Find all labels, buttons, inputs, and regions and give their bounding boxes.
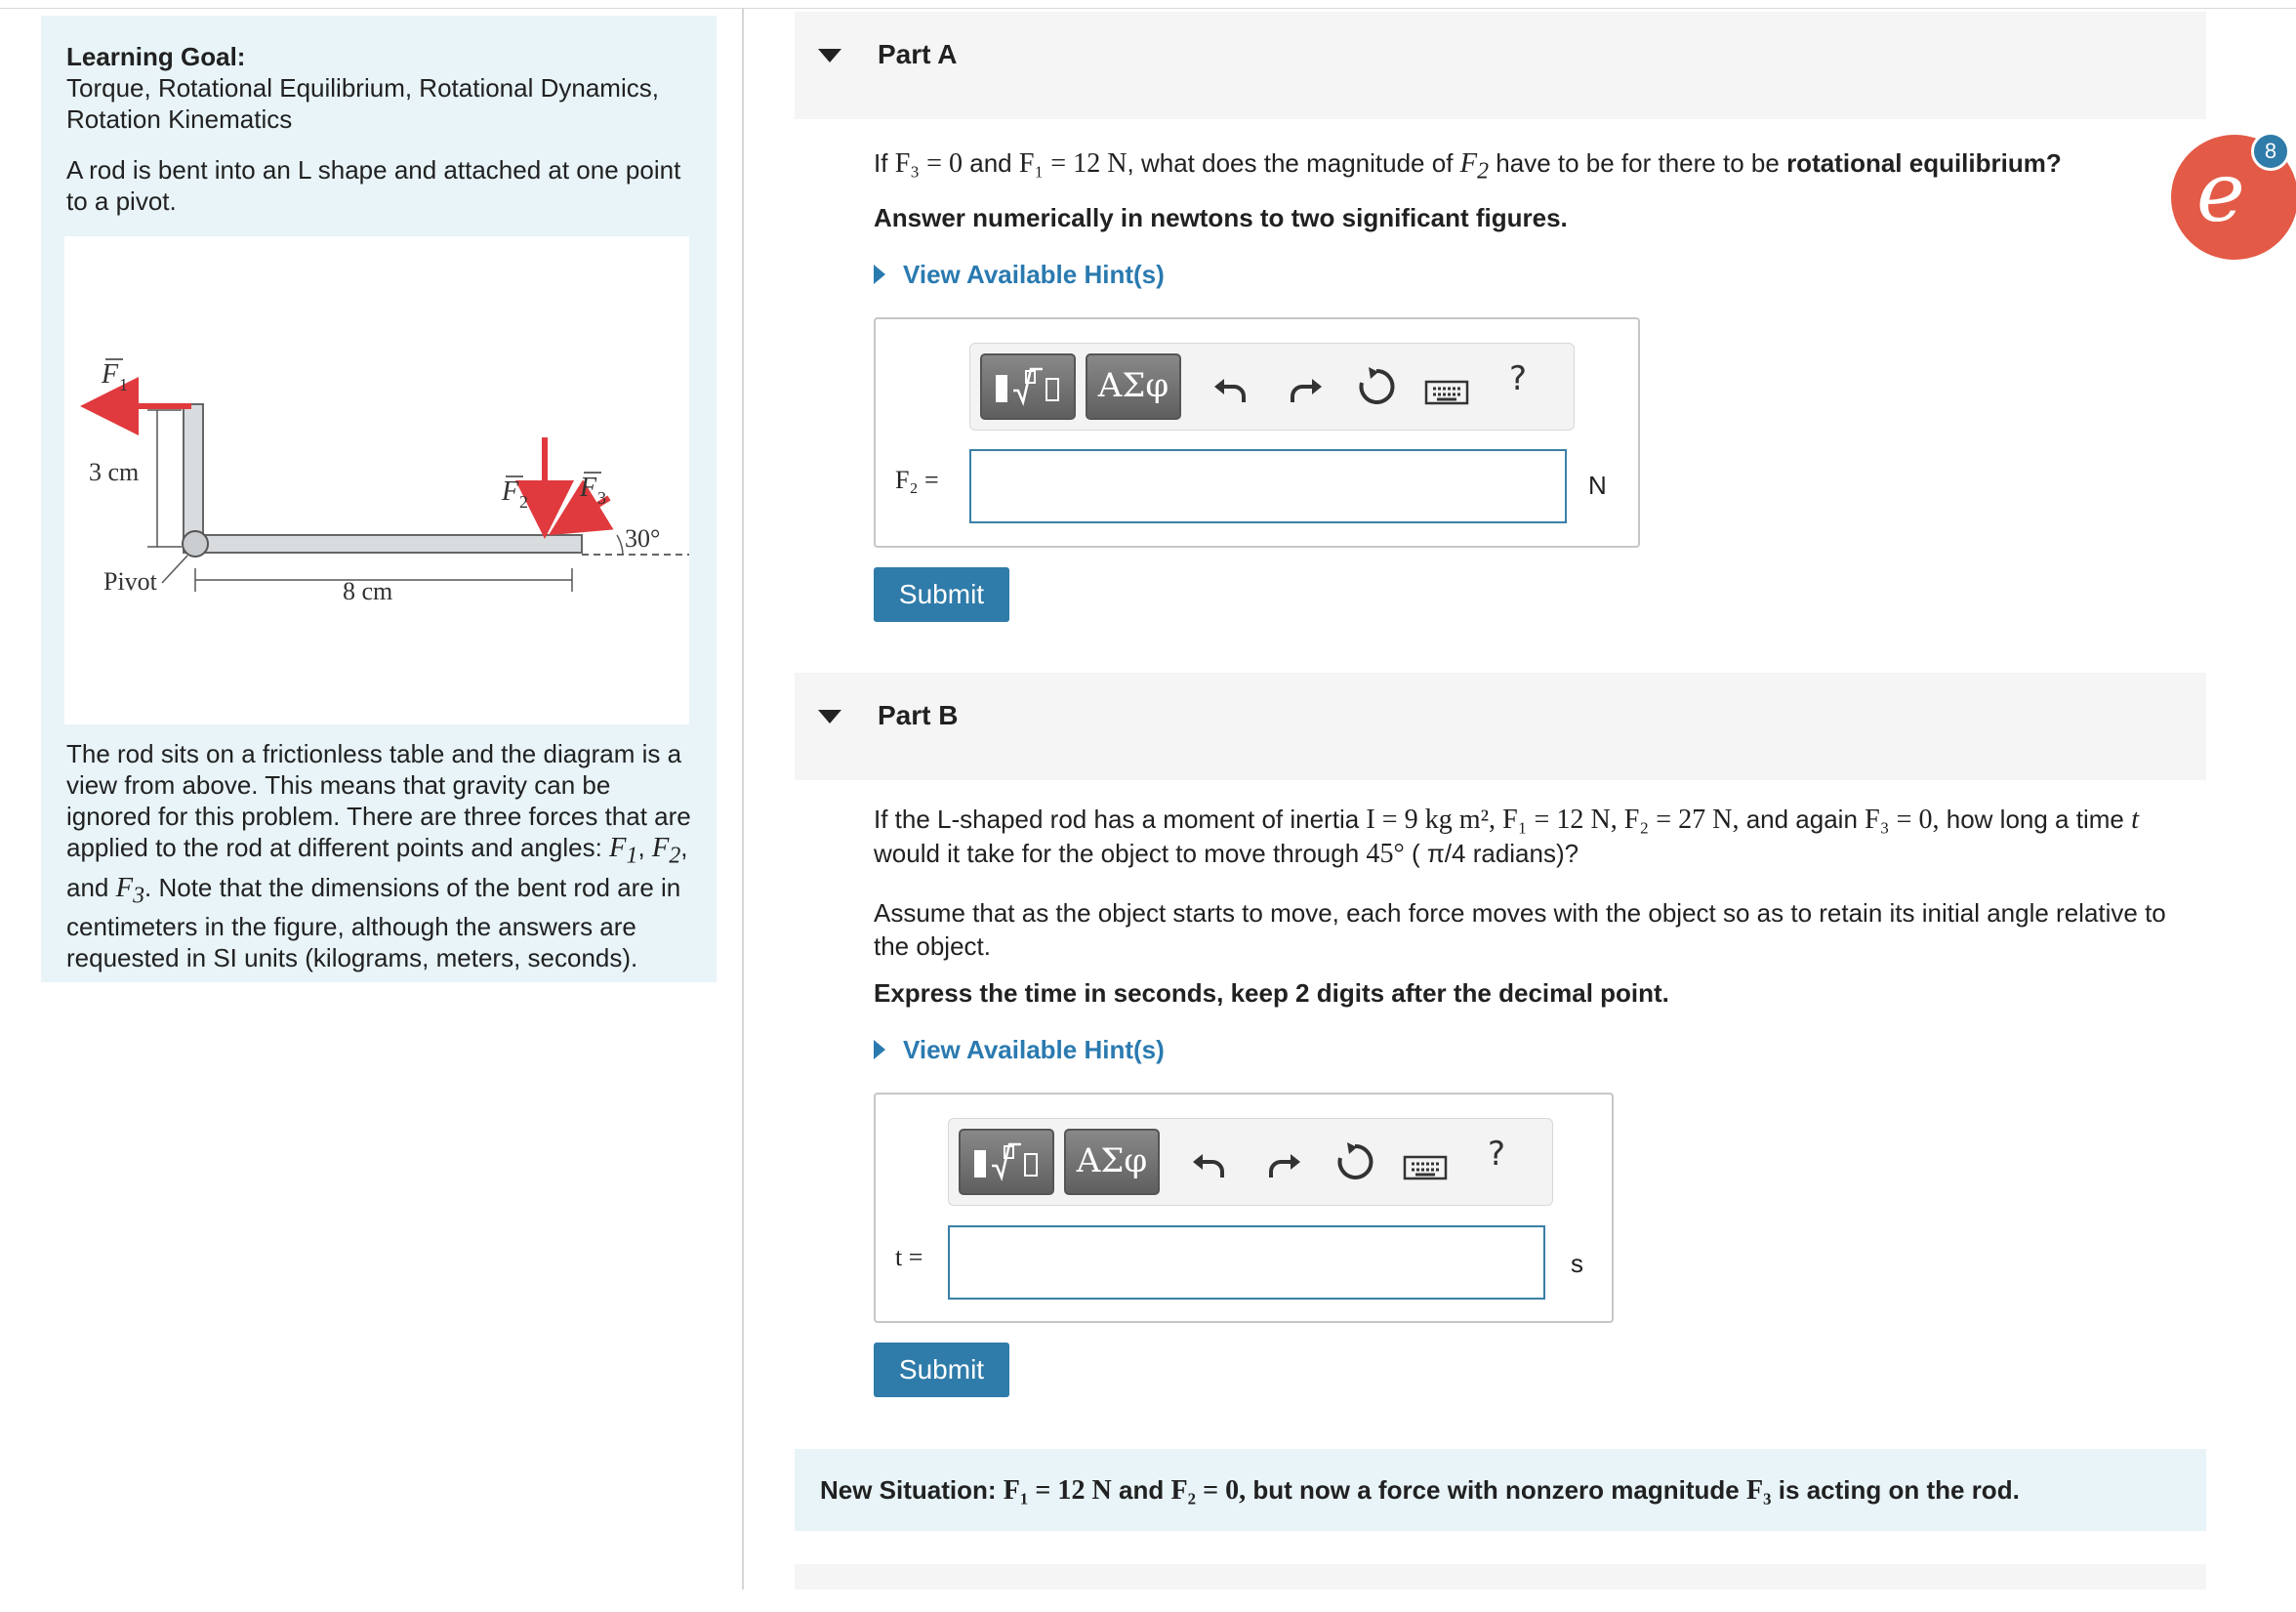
description-text	[66, 738, 691, 973]
part-a-unit: N	[1588, 471, 1607, 500]
notification-badge: 8	[2251, 132, 2290, 171]
desc-and: , and	[66, 833, 688, 902]
keyboard-icon[interactable]	[1423, 369, 1470, 416]
f1-label: F	[102, 359, 119, 390]
f2-label: F	[502, 476, 519, 507]
desc-f2: $F_2$	[651, 833, 681, 869]
top-divider	[0, 8, 2296, 9]
desc-comma: ,	[637, 833, 645, 862]
part-a-answer-label: F₂ =	[895, 466, 939, 494]
height-label: 3 cm	[89, 458, 140, 486]
math-toolbar	[969, 343, 1575, 431]
greek-symbols-button[interactable]: ΑΣφ	[1064, 1129, 1160, 1195]
collapse-triangle-icon[interactable]	[818, 49, 841, 62]
part-b-title: Part B	[878, 700, 959, 730]
redo-icon[interactable]	[1259, 1138, 1306, 1185]
intro-text: A rod is bent into an L shape and attached at one point to a pivot.	[66, 155, 681, 216]
length-label: 8 cm	[343, 577, 393, 605]
f1-subscript: 1	[119, 375, 128, 394]
l-rod-figure	[64, 236, 689, 724]
desc-f1: $F_1$	[609, 833, 638, 869]
next-part-header-strip	[795, 1564, 2206, 1590]
f3-label: F	[580, 473, 597, 503]
part-b-hint-link[interactable]: View Available Hint(s)	[874, 1035, 1165, 1065]
templates-button[interactable]	[980, 353, 1076, 420]
pivot-label: Pivot	[103, 567, 157, 596]
part-a-header[interactable]	[795, 12, 2206, 119]
part-b-assumption: Assume that as the object starts to move, each force moves with the object so as to retain its initial angle relative to the object.	[874, 898, 2166, 961]
reset-icon[interactable]	[1332, 1138, 1378, 1185]
part-a-hint-link[interactable]: View Available Hint(s)	[874, 260, 1165, 290]
part-b-header[interactable]	[795, 673, 2206, 780]
undo-icon[interactable]	[1209, 363, 1255, 410]
learning-goal-panel	[41, 16, 717, 982]
column-divider	[742, 8, 744, 1590]
part-a-question: If F₃ = 0 and F₁ = 12 N, what does the magnitude of $F_2$ have to be for there to be rotational equilibrium?	[874, 148, 2062, 185]
desc-part-1: The rod sits on a frictionless table and the diagram is a view from above. This means that gravity can be ignored for this problem. There are three forces that are applied to the rod at different points and angles:	[66, 739, 691, 862]
greek-symbols-button[interactable]: ΑΣφ	[1086, 353, 1181, 420]
part-b-question: If the L-shaped rod has a moment of inertia I = 9 kg m², F₁ = 12 N, F₂ = 27 N, and again F₃ = 0, how long a time t would it take for the object to move through 45° ( π/4 radians)?	[874, 805, 2140, 869]
reset-icon[interactable]	[1353, 363, 1400, 410]
math-toolbar	[948, 1118, 1553, 1206]
f3-subscript: 3	[597, 488, 606, 508]
rod-horizontal-arm	[193, 535, 582, 553]
part-b-submit-button[interactable]: Submit	[874, 1343, 1009, 1397]
angle-label: 30°	[625, 524, 661, 553]
part-a-answer-input[interactable]	[969, 449, 1567, 523]
keyboard-icon[interactable]	[1402, 1144, 1449, 1191]
goal-topics: Torque, Rotational Equilibrium, Rotational Dynamics, Rotation Kinematics	[66, 73, 659, 134]
part-b-answer-input[interactable]	[948, 1225, 1545, 1300]
part-b-unit: s	[1571, 1249, 1583, 1278]
desc-f3: $F_3$	[115, 872, 145, 909]
help-button[interactable]: ?	[1509, 359, 1528, 398]
chat-logo-icon: e	[2196, 145, 2245, 240]
pivot-circle	[183, 531, 208, 557]
part-a-instruction: Answer numerically in newtons to two significant figures.	[874, 203, 1568, 232]
undo-icon[interactable]	[1187, 1138, 1234, 1185]
expand-triangle-icon	[874, 265, 885, 284]
part-a-answer-box	[874, 317, 1640, 548]
goal-title: Learning Goal:	[66, 42, 246, 71]
part-b-answer-box	[874, 1093, 1614, 1323]
help-button[interactable]: ?	[1488, 1135, 1506, 1174]
templates-button[interactable]	[959, 1129, 1054, 1195]
l-rod-diagram	[64, 236, 689, 724]
part-b-instruction: Express the time in seconds, keep 2 digits after the decimal point.	[874, 978, 1669, 1008]
desc-part-2: . Note that the dimensions of the bent rod are in centimeters in the figure, although the answers are requested in SI units (kilograms, meters, seconds).	[66, 872, 681, 973]
part-a-title: Part A	[878, 39, 958, 69]
part-b-answer-label: t =	[895, 1243, 923, 1271]
redo-icon[interactable]	[1281, 363, 1328, 410]
part-a-submit-button[interactable]: Submit	[874, 567, 1009, 622]
expand-triangle-icon	[874, 1040, 885, 1059]
new-situation-banner: New Situation: F₁ = 12 N and F₂ = 0, but now a force with nonzero magnitude F₃ is acting on the rod.	[795, 1449, 2206, 1531]
collapse-triangle-icon[interactable]	[818, 710, 841, 723]
f2-subscript: 2	[519, 492, 528, 512]
